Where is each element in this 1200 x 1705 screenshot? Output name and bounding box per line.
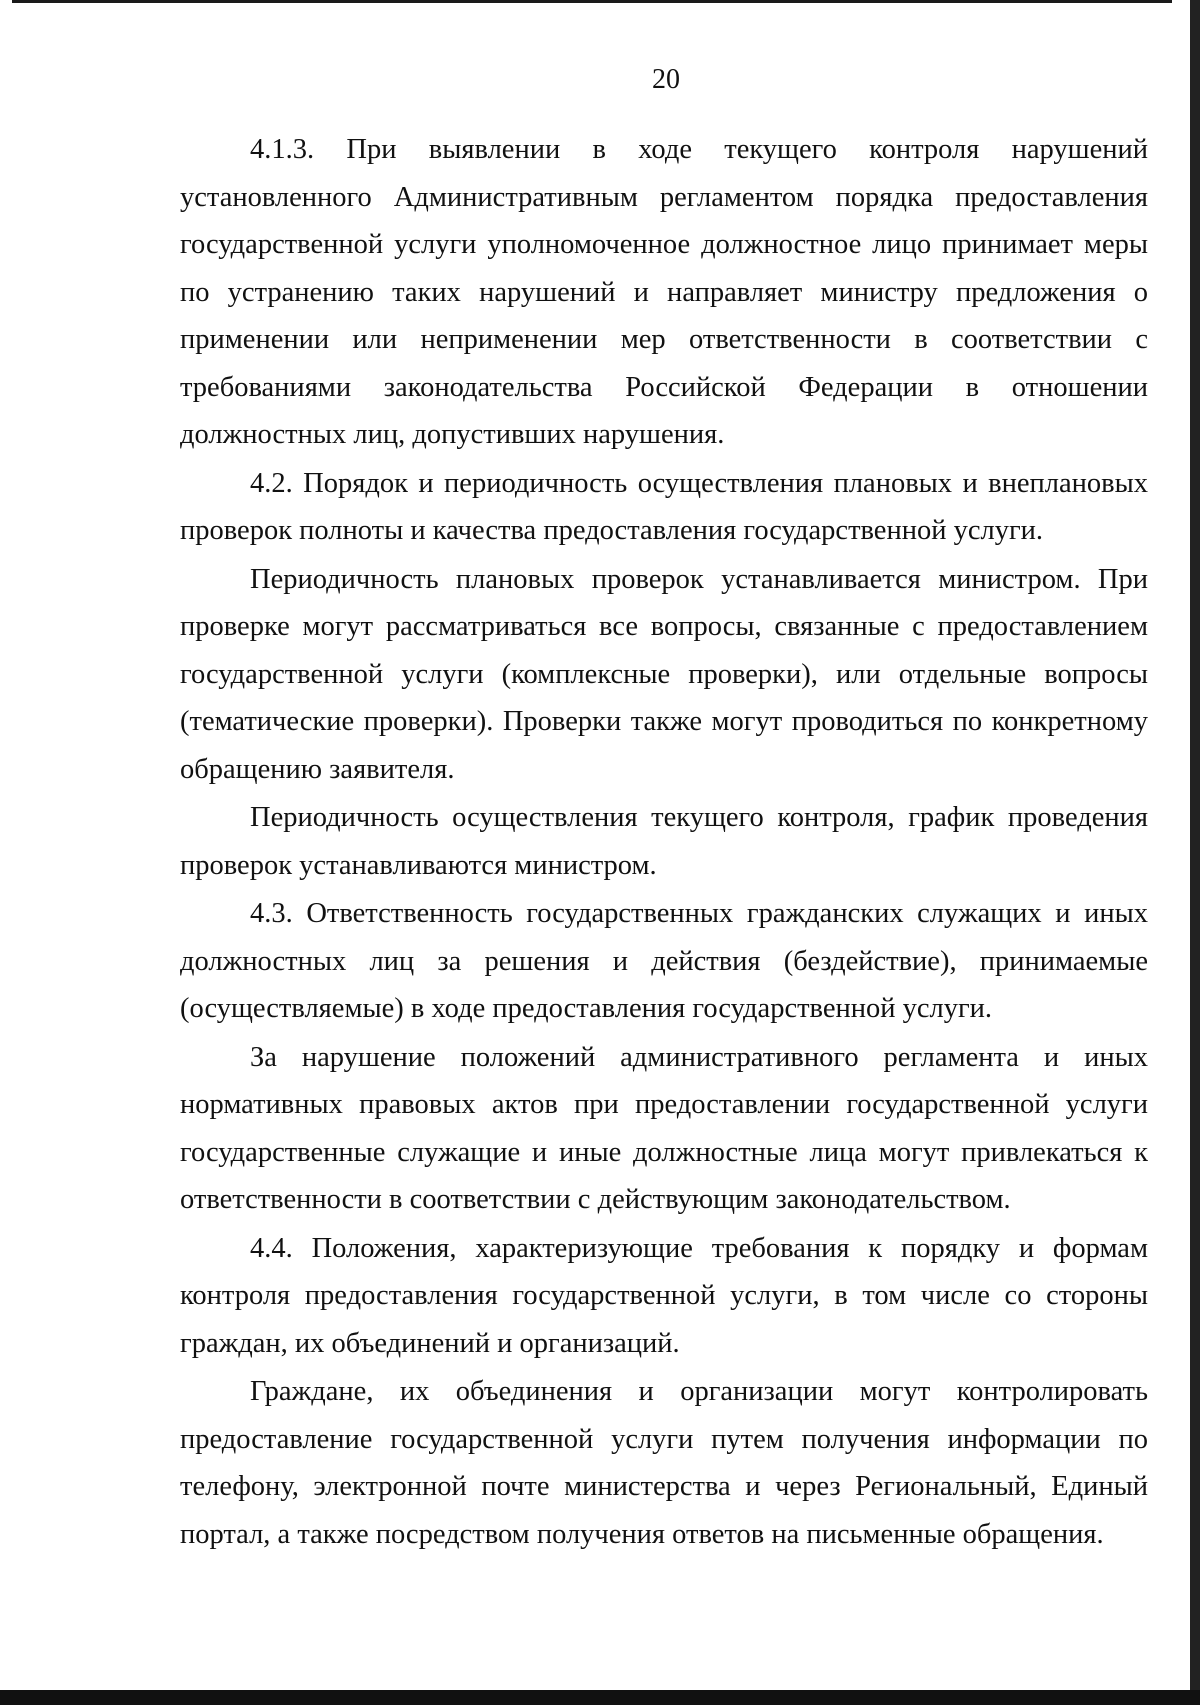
paragraph-liability: За нарушение положений административного регламента и иных нормативных правовых актов при предоставлении государственной услуги государственные служащие и иные должностные лица могут привлекаться к ответственности в соответствии с действующим законодательством.	[180, 1041, 1148, 1215]
paragraph-planned-checks: Периодичность плановых проверок устанавливается министром. При проверке могут рассматриваться все вопросы, связанные с предоставлением государственной услуги (комплексные проверки), или отдельные вопросы (тематические проверки). Проверки также могут проводиться по конкретному обращению заявителя.	[180, 563, 1148, 785]
paragraph-4-1-3: 4.1.3. При выявлении в ходе текущего контроля нарушений установленного Административным регламентом порядка предоставления государственной услуги уполномоченное должностное лицо принимает меры по устранению таких нарушений и направляет министру предложения о применении или неприменении мер ответственности в соответствии с требованиями законодательства Российской Федерации в отношении должностных лиц, допустивших нарушения.	[180, 134, 1148, 450]
paragraph-4-3-heading: 4.3. Ответственность государственных гражданских служащих и иных должностных лиц за решения и действия (бездействие), принимаемые (осуществляемые) в ходе предоставления государственной услуги.	[180, 898, 1148, 1024]
scan-edge-bottom	[0, 1690, 1200, 1705]
paragraph-citizens-control: Граждане, их объединения и организации могут контролировать предоставление государственной услуги путем получения информации по телефону, электронной почте министерства и через Региональный, Единый портал, а также посредством получения ответов на письменные обращения.	[180, 1376, 1148, 1550]
scan-edge-right	[1190, 0, 1200, 1705]
document-body	[180, 126, 1148, 1558]
paragraph-current-control: Периодичность осуществления текущего контроля, график проведения проверок устанавливаются министром.	[180, 802, 1148, 881]
paragraph-4-2-heading: 4.2. Порядок и периодичность осуществления плановых и внеплановых проверок полноты и качества предоставления государственной услуги.	[180, 467, 1148, 546]
paragraph-4-4-heading: 4.4. Положения, характеризующие требования к порядку и формам контроля предоставления государственной услуги, в том числе со стороны граждан, их объединений и организаций.	[180, 1232, 1148, 1359]
scan-edge-top	[12, 0, 1172, 3]
page-number: 20	[652, 64, 680, 95]
